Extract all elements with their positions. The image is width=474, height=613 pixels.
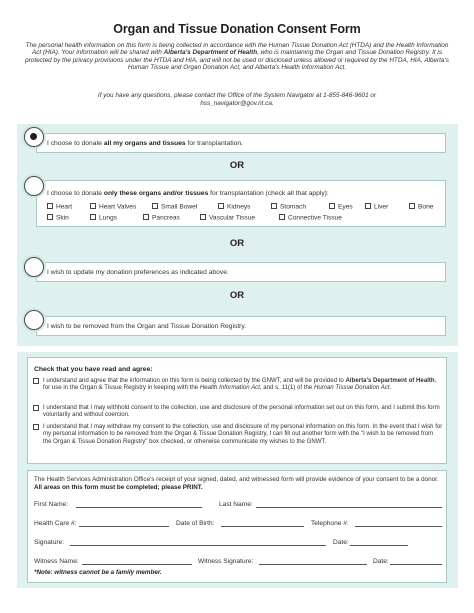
option-specific-pre: I choose to donate [47, 190, 104, 197]
agreement-1-act-1: Health Information Act [199, 384, 260, 392]
witness-date-label: Date: [373, 558, 389, 565]
telephone-label: Telephone #: [311, 520, 349, 527]
checkbox[interactable] [279, 214, 285, 220]
organ-label: Stomach [280, 203, 307, 211]
option-remove-label: I wish to be removed from the Organ and Tissue Donation Registry. [47, 323, 247, 330]
signature-intro-bold: All areas on this form must be completed; please PRINT. [34, 483, 203, 491]
checkbox[interactable] [218, 203, 224, 209]
or-separator-3: OR [229, 290, 245, 301]
option-all-radio[interactable] [24, 127, 44, 147]
option-update-radio[interactable] [24, 257, 44, 277]
or-separator-1: OR [229, 160, 245, 171]
organ-label: Heart Valves [99, 203, 137, 211]
checkbox[interactable] [90, 214, 96, 220]
privacy-org: Alberta's Department of Health [163, 49, 258, 57]
option-remove-box[interactable] [36, 316, 446, 336]
option-all-bold: all my organs and tissues [103, 140, 186, 147]
checkbox[interactable] [329, 203, 335, 209]
first-name-field[interactable] [76, 507, 202, 508]
dob-field[interactable] [221, 526, 304, 527]
organ-small-bowel[interactable] [152, 203, 197, 211]
option-all-box[interactable] [36, 133, 446, 153]
organ-heart[interactable] [47, 203, 72, 211]
option-update-label: I wish to update my donation preferences as indicated above. [47, 269, 229, 276]
witness-date-field[interactable] [390, 564, 442, 565]
witness-signature-label: Witness Signature: [198, 558, 254, 565]
organ-bone[interactable] [409, 203, 433, 211]
organ-eyes[interactable] [329, 203, 353, 211]
organ-label: Small Bowel [161, 203, 198, 211]
agreement-checkbox-1[interactable] [33, 378, 39, 384]
option-specific-radio[interactable] [24, 176, 44, 196]
signature-field[interactable] [70, 545, 326, 546]
agreement-1-mid-2: , and s. 11(1) of the [259, 384, 314, 392]
organ-kidneys[interactable] [218, 203, 250, 211]
checkbox[interactable] [90, 203, 96, 209]
agreement-text-2: I understand that I may withhold consent to the collection, use and disclosure of the personal information set out on this form, and I submit this form voluntarily and without coercion. [43, 404, 440, 419]
option-all-pre: I choose to donate [47, 140, 104, 147]
agreement-1-mid: , for use in the Organ & Tissue Registry in keeping with the [43, 377, 437, 392]
organ-label: Pancreas [152, 214, 180, 222]
witness-signature-field[interactable] [259, 564, 367, 565]
organ-liver[interactable] [365, 203, 388, 211]
organ-lungs[interactable] [90, 214, 117, 222]
checkbox[interactable] [152, 203, 158, 209]
witness-note: *Note: witness cannot be a family member. [34, 569, 162, 576]
agreement-text-3: I understand that I may withdraw my consent to the collection, use and disclosure of my personal information on this form. In the event that I wish for my personal information to be removed from the Organ & Tissue Donation Registry, I can fill out another form with the "I wish to be removed from the Organ & Tissue Donation Registry" box checked, or otherwise communicate my wishes to the GNWT. [43, 423, 443, 445]
agreement-1-pre: I understand and agree that the information on this form is being collected by the GNWT, and will be provided to [43, 377, 346, 384]
signature-label: Signature: [34, 539, 65, 546]
signature-intro-text: The Health Services Administration Office's receipt of your signed, dated, and witnessed form will provide evidence of your consent to be a donor. [34, 476, 439, 483]
date-label: Date: [333, 539, 349, 546]
checkbox[interactable] [143, 214, 149, 220]
contact-email: hss_navigator@gov.nt.ca. [200, 99, 274, 107]
or-separator-2: OR [229, 238, 245, 249]
organ-stomach[interactable] [271, 203, 306, 211]
date-field[interactable] [350, 545, 408, 546]
organ-label: Eyes [338, 203, 353, 211]
agreement-checkbox-2[interactable] [33, 405, 39, 411]
options-background [17, 124, 458, 346]
option-update-box[interactable] [36, 262, 446, 282]
health-care-label: Health Care #: [34, 520, 77, 527]
contact-statement [60, 92, 414, 107]
agreement-item-2[interactable] [33, 404, 443, 419]
organ-label: Connective Tissue [288, 214, 342, 222]
agreement-box [27, 357, 447, 464]
agreement-item-3[interactable] [33, 423, 443, 445]
checkbox[interactable] [47, 203, 53, 209]
agreement-1-act-2: Human Tissue Donation Act [313, 384, 390, 392]
privacy-statement [22, 42, 452, 72]
organ-label: Lungs [99, 214, 117, 222]
organ-vascular-tissue[interactable] [200, 214, 255, 222]
option-remove-radio[interactable] [24, 310, 44, 330]
dob-label: Date of Birth: [176, 520, 215, 527]
privacy-text-2: , who is maintaining the Organ and Tissue Donation Registry. It is protected by the privacy provisions under the HTDA and HIA, and will not be used or disclosed unless allowed or required by the HTDA, HIA, Alberta's Human Tissue and Organ Donation Act, and Alberta's Health Information Act. [25, 49, 449, 72]
contact-line-1: If you have any questions, please contact the Office of the System Navigator at 1-855-846-9601 or [97, 92, 377, 99]
last-name-label: Last Name: [219, 501, 253, 508]
privacy-text-1: The personal health information on this form is being collected in accordance with the Human Tissue Donation Act (HTDA) and the Health Information Act (HIA). Your information will be shared with [25, 42, 449, 57]
organ-label: Skin [56, 214, 69, 222]
option-all-label [47, 140, 243, 147]
option-specific-post: for transplantation (check all that apply): [208, 190, 329, 197]
telephone-field[interactable] [355, 526, 442, 527]
form-title: Organ and Tissue Donation Consent Form [113, 22, 361, 36]
signature-box [27, 470, 447, 583]
signature-intro [34, 476, 439, 491]
health-care-field[interactable] [79, 526, 169, 527]
agreement-item-1[interactable] [33, 377, 443, 392]
last-name-field[interactable] [256, 507, 442, 508]
organ-skin[interactable] [47, 214, 69, 222]
organ-label: Kidneys [227, 203, 251, 211]
option-specific-label [47, 190, 329, 197]
organ-label: Liver [374, 203, 389, 211]
organ-label: Bone [418, 203, 434, 211]
agreement-title: Check that you have read and agree: [34, 366, 153, 373]
checkbox[interactable] [47, 214, 53, 220]
agreement-text-1 [43, 377, 443, 392]
witness-name-label: Witness Name: [34, 558, 79, 565]
organ-label: Heart [56, 203, 73, 211]
witness-name-field[interactable] [82, 564, 192, 565]
option-all-post: for transplantation. [185, 140, 243, 147]
checkbox[interactable] [271, 203, 277, 209]
agreement-1-end: . [389, 384, 392, 392]
organ-heart-valves[interactable] [90, 203, 136, 211]
agreement-1-bold: Alberta's Department of Health [345, 377, 435, 384]
organ-pancreas[interactable] [143, 214, 180, 222]
checkbox[interactable] [409, 203, 415, 209]
organ-connective-tissue[interactable] [279, 214, 342, 222]
organ-label: Vascular Tissue [209, 214, 256, 222]
checkbox[interactable] [200, 214, 206, 220]
option-specific-box[interactable] [36, 180, 446, 227]
checkbox[interactable] [365, 203, 371, 209]
agreement-checkbox-3[interactable] [33, 424, 39, 430]
first-name-label: First Name: [34, 501, 69, 508]
option-specific-bold: only these organs and/or tissues [103, 190, 209, 197]
